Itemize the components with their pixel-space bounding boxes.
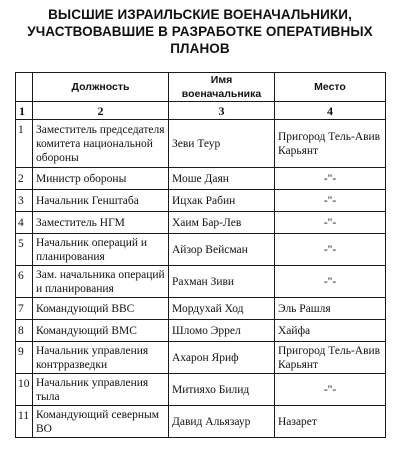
row-number: 8	[16, 320, 33, 342]
row-name: Ицхак Рабин	[169, 190, 275, 212]
table-row	[16, 266, 386, 298]
row-name: Моше Даян	[169, 168, 275, 190]
table-row	[16, 190, 386, 212]
column-number: 2	[33, 102, 169, 120]
header-place: Место	[275, 73, 386, 102]
row-name: Давид Альязаур	[169, 406, 275, 438]
row-place: Эль Рашля	[275, 298, 386, 320]
table-row	[16, 342, 386, 374]
table-row	[16, 120, 386, 168]
row-number: 7	[16, 298, 33, 320]
row-place: -"-	[275, 168, 386, 190]
title-line-2: УЧАСТВОВАВШИЕ В РАЗРАБОТКЕ ОПЕРАТИВНЫХ	[27, 24, 373, 39]
row-number: 9	[16, 342, 33, 374]
title-line-3: ПЛАНОВ	[170, 41, 230, 56]
column-number: 3	[169, 102, 275, 120]
row-position: Начальник управления тыла	[33, 374, 169, 406]
row-name: Шломо Эррел	[169, 320, 275, 342]
row-position: Командующий ВВС	[33, 298, 169, 320]
row-name: Митияхо Билид	[169, 374, 275, 406]
row-position: Командующий северным ВО	[33, 406, 169, 438]
row-name: Мордухай Ход	[169, 298, 275, 320]
table-row	[16, 374, 386, 406]
row-position: Начальник Генштаба	[33, 190, 169, 212]
column-number: 1	[16, 102, 33, 120]
table-row	[16, 298, 386, 320]
row-place: -"-	[275, 190, 386, 212]
row-place: -"-	[275, 234, 386, 266]
row-place: -"-	[275, 212, 386, 234]
row-place: Пригород Тель-Авив Карьянт	[275, 342, 386, 374]
header-row	[16, 73, 386, 102]
table-row	[16, 406, 386, 438]
column-number-row	[16, 102, 386, 120]
header-position: Должность	[33, 73, 169, 102]
row-name: Айзор Вейсман	[169, 234, 275, 266]
row-number: 4	[16, 212, 33, 234]
row-place: Назарет	[275, 406, 386, 438]
row-number: 5	[16, 234, 33, 266]
row-name: Ахарон Яриф	[169, 342, 275, 374]
table-row	[16, 234, 386, 266]
table-row	[16, 212, 386, 234]
header-number	[16, 73, 33, 102]
title-line-1: ВЫСШИЕ ИЗРАИЛЬСКИЕ ВОЕНАЧАЛЬНИКИ,	[48, 7, 352, 22]
row-place: Хайфа	[275, 320, 386, 342]
row-position: Командующий ВМС	[33, 320, 169, 342]
row-position: Начальник операций и планирования	[33, 234, 169, 266]
row-place: -"-	[275, 266, 386, 298]
row-position: Министр обороны	[33, 168, 169, 190]
commanders-table	[15, 72, 386, 438]
row-place: -"-	[275, 374, 386, 406]
row-position: Заместитель председателя комитета национальной обороны	[33, 120, 169, 168]
row-position: Зам. начальника операций и планирования	[33, 266, 169, 298]
column-number: 4	[275, 102, 386, 120]
row-name: Зеви Теур	[169, 120, 275, 168]
row-position: Заместитель НГМ	[33, 212, 169, 234]
table-row	[16, 168, 386, 190]
table-row	[16, 320, 386, 342]
row-name: Хаим Бар-Лев	[169, 212, 275, 234]
row-number: 10	[16, 374, 33, 406]
row-name: Рахман Зиви	[169, 266, 275, 298]
row-position: Начальник управления контрразведки	[33, 342, 169, 374]
header-name: Имя военачальника	[169, 73, 275, 102]
row-place: Пригород Тель-Авив Карьянт	[275, 120, 386, 168]
row-number: 2	[16, 168, 33, 190]
row-number: 6	[16, 266, 33, 298]
document-title	[0, 6, 400, 57]
row-number: 11	[16, 406, 33, 438]
row-number: 3	[16, 190, 33, 212]
row-number: 1	[16, 120, 33, 168]
